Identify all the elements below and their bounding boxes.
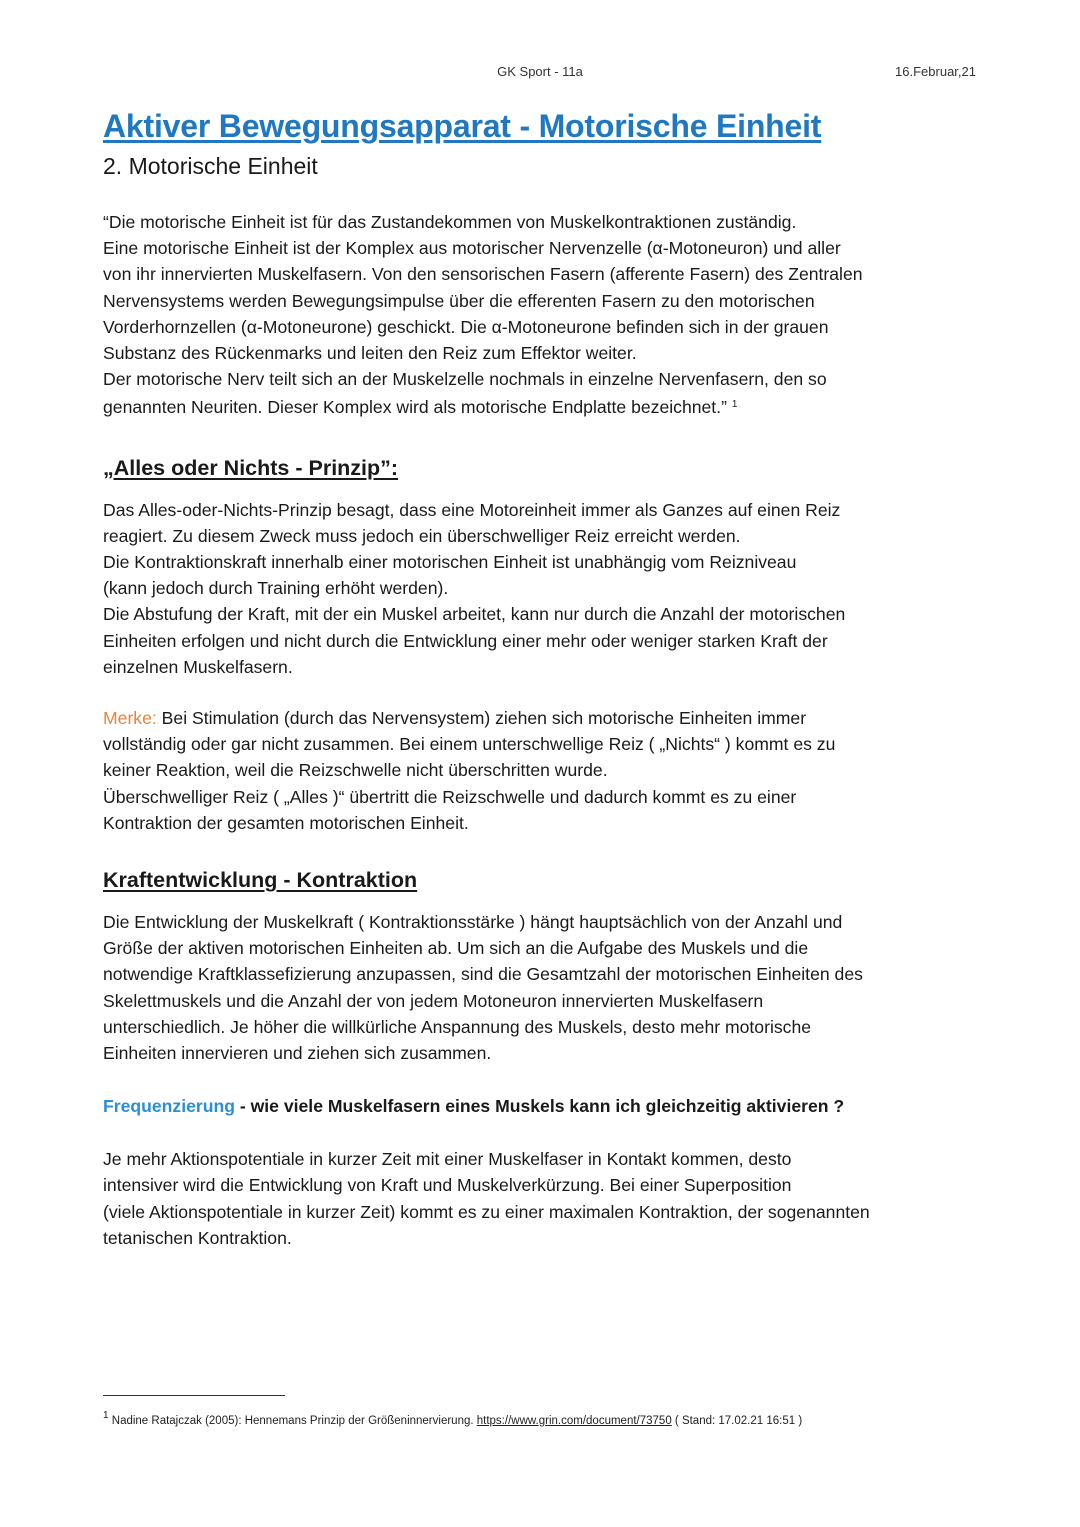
alles-line: Einheiten erfolgen und nicht durch die Entwicklung einer mehr oder weniger starken Kraft der [103,630,828,651]
date-label: 16.Februar,21 [895,64,976,79]
page-title: Aktiver Bewegungsapparat - Motorische Einheit [103,108,822,144]
footnote-link[interactable]: https://www.grin.com/document/73750 [476,1415,672,1427]
frequenzierung-question: - wie viele Muskelfasern eines Muskels kann ich gleichzeitig aktivieren ? [234,1096,845,1117]
alles-line: (kann jedoch durch Training erhöht werden). [103,578,449,599]
heading-kraftentwicklung: Kraftentwicklung - Kontraktion [103,868,418,893]
alles-line: Das Alles-oder-Nichts-Prinzip besagt, dass eine Motoreinheit immer als Ganzes auf einen Reiz [103,499,841,520]
alles-line: einzelnen Muskelfasern. [103,656,293,677]
alles-line: Die Abstufung der Kraft, mit der ein Muskel arbeitet, kann nur durch die Anzahl der motorischen [103,604,846,625]
merke-label: Merke: [103,708,157,729]
quote-line: Der motorische Nerv teilt sich an der Muskelzelle nochmals in einzelne Nervenfasern, den so [103,369,827,390]
footnote-divider [103,1395,285,1396]
frequenz-line: Je mehr Aktionspotentiale in kurzer Zeit mit einer Muskelfaser in Kontakt kommen, desto [103,1149,792,1170]
kraft-line: Einheiten innervieren und ziehen sich zusammen. [103,1043,492,1064]
footnote-reference: 1 [731,399,738,411]
heading-alles-oder-nichts: „Alles oder Nichts - Prinzip”: [103,455,399,480]
quote-line: Eine motorische Einheit ist der Komplex aus motorischer Nervenzelle (α-Motoneuron) und aller [103,238,841,259]
merke-line: Überschwelliger Reiz ( „Alles )“ übertritt die Reizschwelle und dadurch kommt es zu einer [103,786,797,807]
alles-paragraph [103,497,983,680]
alles-line: reagiert. Zu diesem Zweck muss jedoch ein überschwelliger Reiz erreicht werden. [103,525,741,546]
kraft-line: Skelettmuskels und die Anzahl der von jedem Motoneuron innervierten Muskelfasern [103,990,764,1011]
quote-paragraph [103,209,983,421]
quote-line: von ihr innervierten Muskelfasern. Von den sensorischen Fasern (afferente Fasern) des Zentralen [103,264,863,285]
quote-line: “Die motorische Einheit ist für das Zustandekommen von Muskelkontraktionen zuständig. [103,212,797,232]
frequenz-line: (viele Aktionspotentiale in kurzer Zeit) kommt es zu einer maximalen Kontraktion, der sogenannten [103,1201,870,1222]
footnote-text: Nadine Ratajczak (2005): Hennemans Prinzip der Größeninnervierung. [108,1415,477,1427]
quote-line: Vorderhornzellen (α-Motoneurone) geschickt. Die α-Motoneurone befinden sich in der grauen [103,316,829,337]
quote-line: Substanz des Rückenmarks und leiten den Reiz zum Effektor weiter. [103,343,637,364]
quote-line: Nervensystems werden Bewegungsimpulse über die efferenten Fasern zu den motorischen [103,290,815,311]
frequenz-line: intensiver wird die Entwicklung von Kraft und Muskelverkürzung. Bei einer Superposition [103,1175,792,1196]
footnote-suffix: ( Stand: 17.02.21 16:51 ) [671,1415,803,1427]
page-header [0,64,1080,86]
footnote-number: 1 [103,1410,109,1421]
merke-line: Bei Stimulation (durch das Nervensystem) ziehen sich motorische Einheiten immer [156,708,807,729]
frequenz-line: tetanischen Kontraktion. [103,1227,292,1248]
alles-line: Die Kontraktionskraft innerhalb einer motorischen Einheit ist unabhängig vom Reizniveau [103,552,797,573]
document-body [103,105,983,1251]
section-subtitle: 2. Motorische Einheit [103,153,318,179]
kraft-line: notwendige Kraftklassefizierung anzupassen, sind die Gesamtzahl der motorischen Einheiten des [103,964,863,985]
quote-line: genannten Neuriten. Dieser Komplex wird als motorische Endplatte bezeichnet.” [103,397,727,418]
course-label: GK Sport - 11a [497,64,583,79]
merke-paragraph [103,705,983,836]
merke-line: keiner Reaktion, weil die Reizschwelle nicht überschritten wurde. [103,760,608,781]
kraft-line: Die Entwicklung der Muskelkraft ( Kontraktionsstärke ) hängt hauptsächlich von der Anzahl und [103,912,843,933]
frequenzierung-paragraph [103,1146,983,1251]
merke-line: vollständig oder gar nicht zusammen. Bei einem unterschwellige Reiz ( „Nichts“ ) kommt es zu [103,734,836,755]
kraft-line: unterschiedlich. Je höher die willkürliche Anspannung des Muskels, desto mehr motorische [103,1016,812,1037]
footnote [103,1410,802,1427]
kraft-paragraph [103,909,983,1066]
kraft-line: Größe der aktiven motorischen Einheiten ab. Um sich an die Aufgabe des Muskels und die [103,938,809,959]
merke-line: Kontraktion der gesamten motorischen Einheit. [103,812,469,833]
frequenzierung-heading [103,1093,983,1119]
frequenzierung-label: Frequenzierung [103,1096,235,1117]
